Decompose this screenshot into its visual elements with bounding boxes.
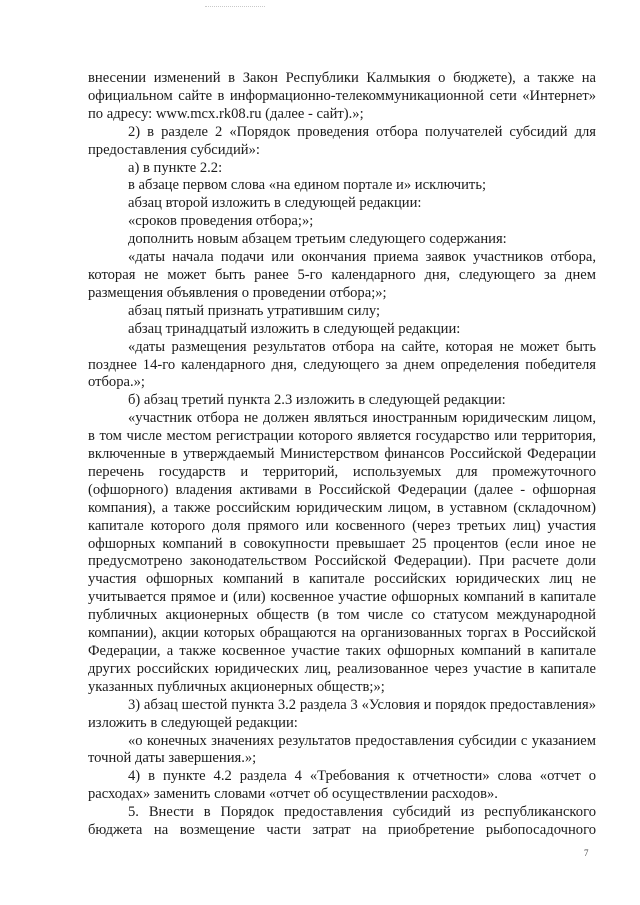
document-body — [88, 70, 596, 840]
paragraph-amend-3: дополнить новым абзацем третьим следующего содержания: — [128, 231, 507, 248]
paragraph-quote-4: «участник отбора не должен являться иностранным юридическим лицом, в том числе местом регистрации которого является государство или территория, включенные в утверждаемый Министерством финансов Российской Федерации перечень государств и территорий, используемых для промежуточного (офшорного) владения активами в Российской Федерации (далее - офшорная компания), а также российским юридическим лицом, в уставном (складочном) капитале которого доля прямого или косвенного (через третьих лиц) участия офшорных компаний в совокупности превышает 25 процентов (если иное не предусмотрено законодательством Российской Федерации). При расчете доли участия офшорных компаний в капитале российских юридических лиц не учитывается прямое и (или) косвенное участие офшорных компаний в капитале публичных акционерных обществ (в том числе со статусом международной компании), акции которых обращаются на организованных торгах в Российской Федерации, а также косвенное участие таких офшорных компаний в капитале других российских юридических лиц, реализованное через участие в капитале указанных публичных акционерных обществ;»; — [88, 410, 596, 695]
paragraph-subitem-b: б) абзац третий пункта 2.3 изложить в следующей редакции: — [128, 392, 506, 409]
scan-artifact — [205, 6, 265, 11]
paragraph-item-4: 4) в пункте 4.2 раздела 4 «Требования к отчетности» слова «отчет о расходах» заменить словами «отчет об осуществлении расходов». — [88, 768, 596, 803]
paragraph-item-2: 2) в разделе 2 «Порядок проведения отбора получателей субсидий для предоставления субсидий»: — [88, 123, 596, 158]
paragraph-quote-3: «даты размещения результатов отбора на сайте, которая не может быть позднее 14-го календарного дня, следующего за днем определения победителя отбора.»; — [88, 338, 596, 391]
paragraph-item-5: 5. Внести в Порядок предоставления субсидий из республиканского бюджета на возмещение части затрат на приобретение рыбопосадочного — [88, 804, 596, 839]
paragraph-subitem-a: а) в пункте 2.2: — [128, 159, 223, 176]
paragraph-continuation: внесении изменений в Закон Республики Калмыкия о бюджете), а также на официальном сайте в информационно-телекоммуникационной сети «Интернет» по адресу: www.mcx.rk08.ru (далее - сайт).»; — [88, 70, 596, 122]
paragraph-amend-5: абзац тринадцатый изложить в следующей редакции: — [128, 320, 461, 337]
paragraph-amend-4: абзац пятый признать утратившим силу; — [128, 302, 381, 319]
page-number: 7 — [584, 848, 589, 858]
paragraph-amend-1: в абзаце первом слова «на едином портале и» исключить; — [128, 177, 487, 194]
paragraph-quote-5: «о конечных значениях результатов предоставления субсидии с указанием точной даты завершения.»; — [88, 732, 596, 767]
paragraph-quote-2: «даты начала подачи или окончания приема заявок участников отбора, которая не может быть ранее 5-го календарного дня, следующего за днем размещения объявления о проведении отбора;»; — [88, 249, 596, 301]
paragraph-quote-1: «сроков проведения отбора;»; — [128, 213, 314, 230]
paragraph-item-3: 3) абзац шестой пункта 3.2 раздела 3 «Условия и порядок предоставления» изложить в следующей редакции: — [88, 696, 596, 731]
paragraph-amend-2: абзац второй изложить в следующей редакции: — [128, 195, 422, 212]
